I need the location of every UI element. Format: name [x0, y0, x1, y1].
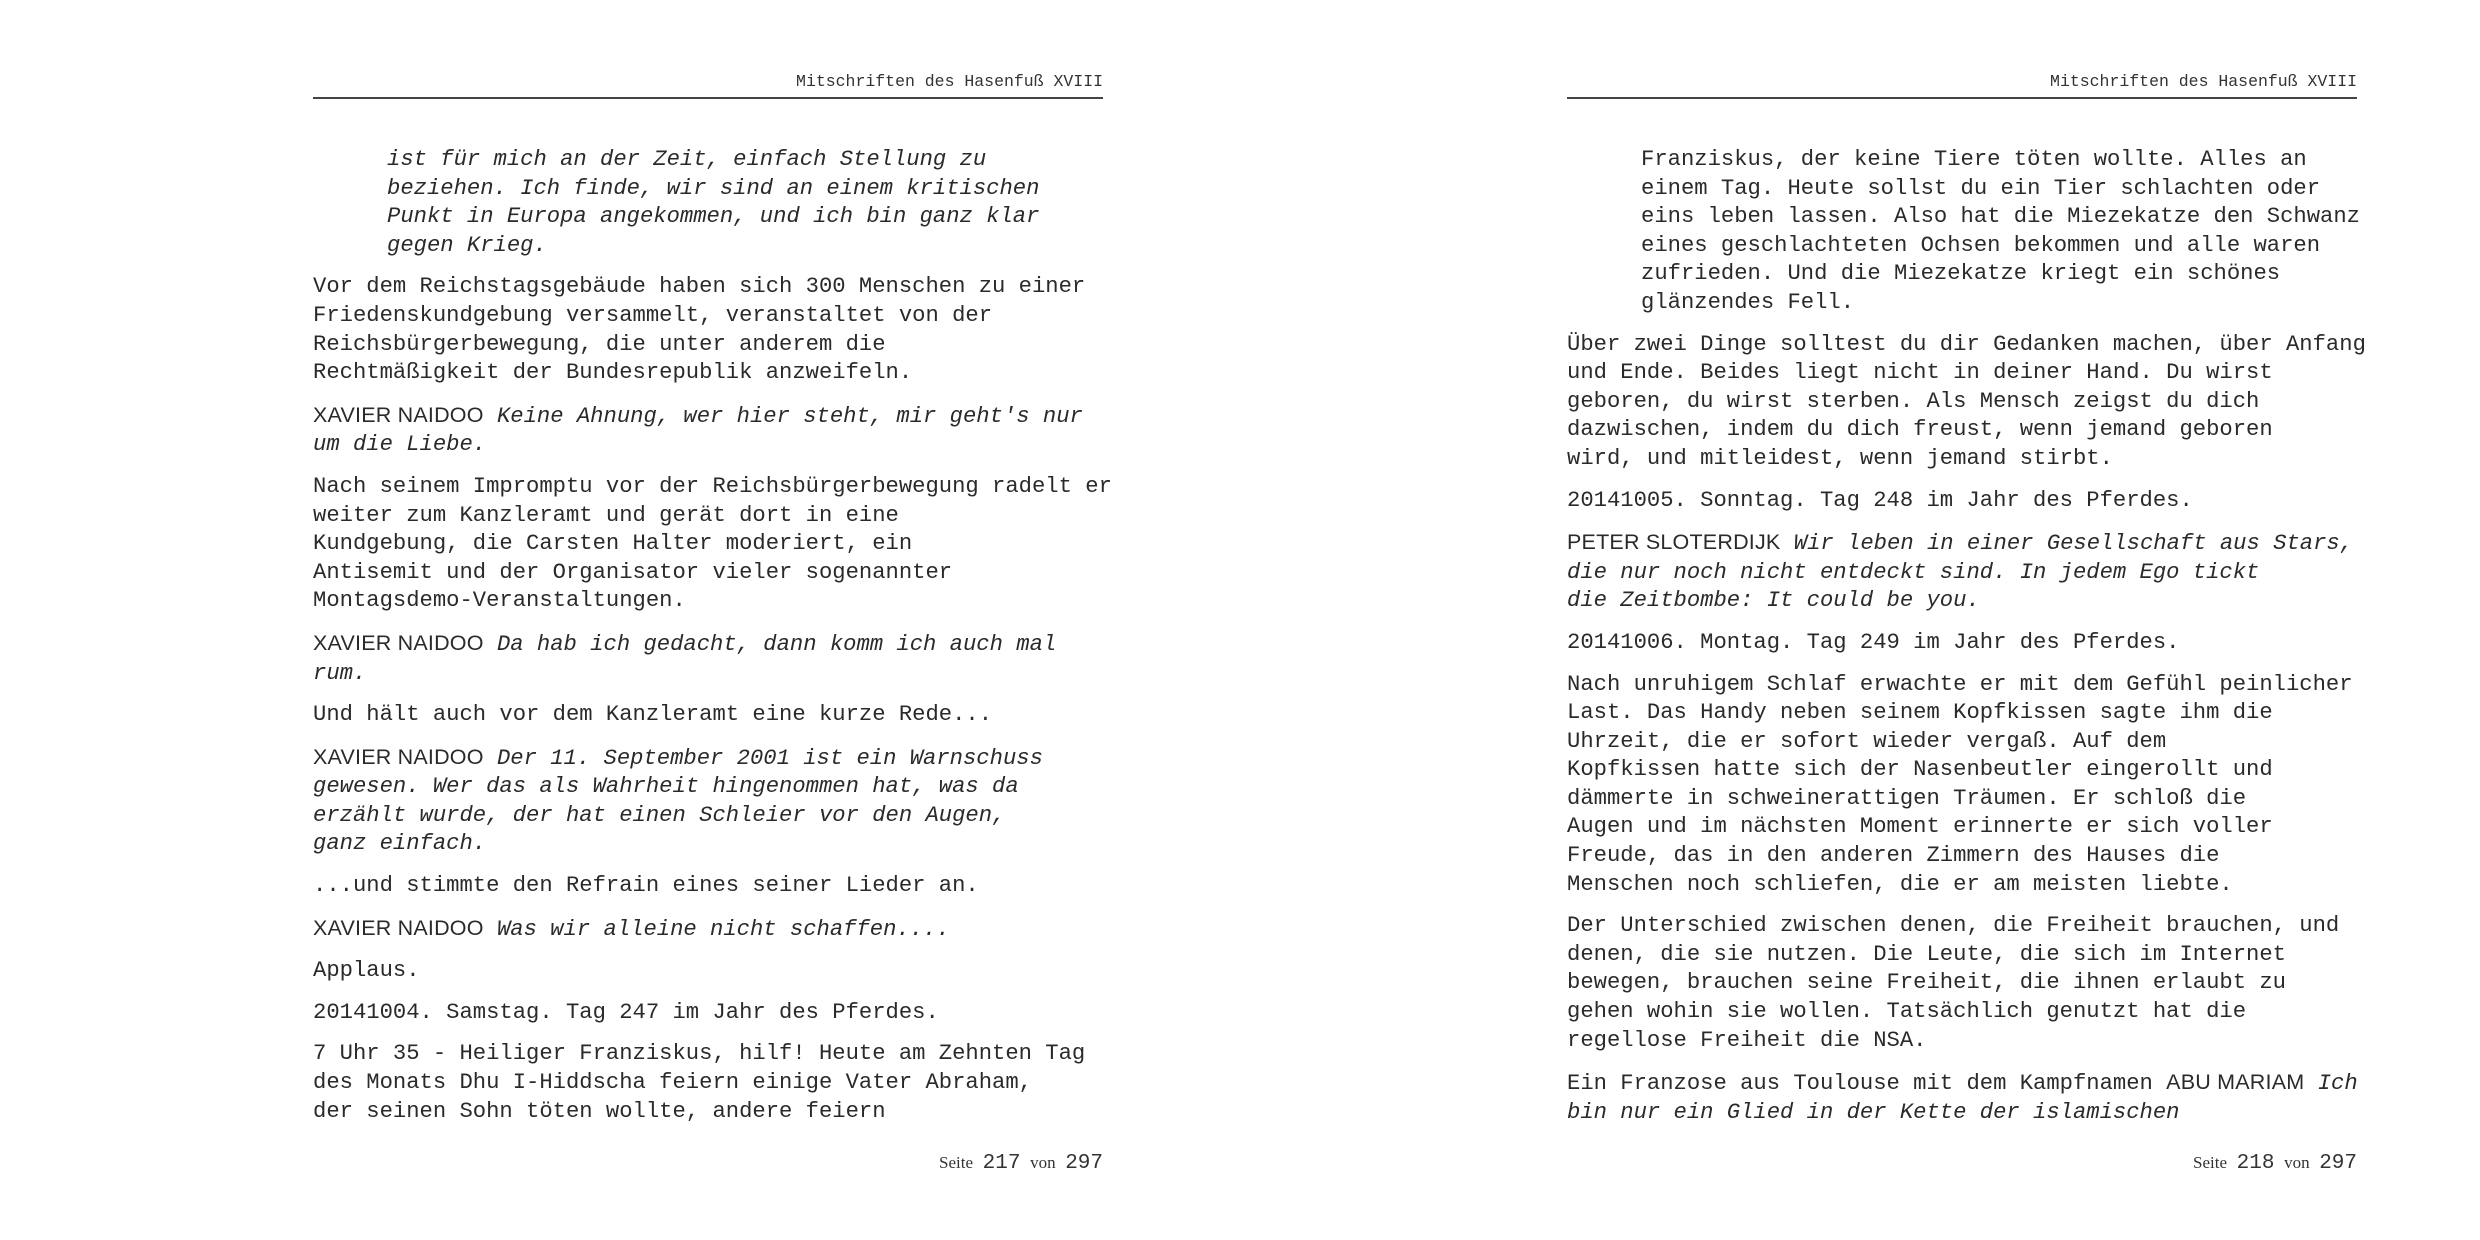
left-page	[313, 0, 1112, 1240]
paragraph-continuation: Franziskus, der keine Tiere töten wollte. Alles an einem Tag. Heute sollst du ein Tier schlachten oder eins leben lassen. Also hat die Miezekatze den Schwanz eines geschlachteten Ochsen bekommen und alle waren zufrieden. Und die Miezekatze kriegt ein schönes glänzendes Fell.	[1641, 147, 2360, 315]
running-header: Mitschriften des Hasenfuß XVIII	[796, 72, 1103, 91]
paragraph: 7 Uhr 35 - Heiliger Franziskus, hilf! Heute am Zehnten Tag des Monats Dhu I-Hiddscha feiern einige Vater Abraham, der seinen Sohn töten wollte, andere feiern	[313, 1041, 1086, 1124]
page-total: 297	[2319, 1152, 2357, 1175]
paragraph: Nach seinem Impromptu vor der Reichsbürgerbewegung radelt er weiter zum Kanzleramt und gerät dort in eine Kundgebung, die Carsten Halter moderiert, ein Antisemit und der Organisator vieler sogenannter Montagsdemo-Veranstaltungen.	[313, 473, 1112, 614]
paragraph: Nach unruhigem Schlaf erwachte er mit dem Gefühl peinlicher Last. Das Handy neben seinem Kopfkissen sagte ihm die Uhrzeit, die er sofort wieder vergaß. Auf dem Kopfkissen hatte sich der Nasenbeutler eingerollt und dämmerte in schweinerattigen Träumen. Er schloß die Augen und im nächsten Moment erinnerte er sich voller Freude, das in den anderen Zimmern des Hauses die Menschen noch schliefen, die er am meisten liebte.	[1567, 671, 2353, 897]
paragraph: Applaus.	[313, 958, 420, 984]
right-page	[1567, 0, 2366, 1240]
paragraph: Über zwei Dinge solltest du dir Gedanken machen, über Anfang und Ende. Beides liegt nicht in deiner Hand. Du wirst geboren, du wirst sterben. Als Mensch zeigst du dich dazwischen, indem du dich freust, wenn jemand geboren wird, und mitleidest, wenn jemand stirbt.	[1567, 331, 2366, 471]
quote: PETER SLOTERDIJK Wir leben in einer Gesellschaft aus Stars, die nur noch nicht entdeckt sind. In jedem Ego tickt die Zeitbombe: It could be you.	[1567, 530, 2354, 614]
date-entry: 20141006. Montag. Tag 249 im Jahr des Pferdes.	[1567, 629, 2180, 655]
running-header: Mitschriften des Hasenfuß XVIII	[2050, 72, 2357, 91]
page-number: 218	[2236, 1152, 2275, 1175]
quote: XAVIER NAIDOO Was wir alleine nicht schaffen....	[313, 915, 950, 942]
speaker-name: PETER SLOTERDIJK	[1567, 530, 1781, 555]
date-entry: 20141004. Samstag. Tag 247 im Jahr des Pferdes.	[313, 999, 939, 1025]
header-rule	[313, 97, 1103, 99]
paragraph: Und hält auch vor dem Kanzleramt eine kurze Rede...	[313, 702, 993, 728]
quote: XAVIER NAIDOO Keine Ahnung, wer hier steht, mir geht's nur um die Liebe.	[313, 402, 1083, 458]
paragraph: Vor dem Reichstagsgebäude haben sich 300 Menschen zu einer Friedenskundgebung versammelt, veranstaltet von der Reichsbürgerbewegung, die unter anderem die Rechtmäßigkeit der Bundesrepublik anzweifeln.	[313, 274, 1086, 386]
page-footer: Seite 218 von 297	[2193, 1152, 2357, 1175]
paragraph: Der Unterschied zwischen denen, die Freiheit brauchen, und denen, die sie nutzen. Die Leute, die sich im Internet bewegen, brauchen seine Freiheit, die ihnen erlaubt zu gehen wohin sie wollen. Tatsächlich genutzt hat die regellose Freiheit die NSA.	[1567, 913, 2340, 1053]
quote: XAVIER NAIDOO Da hab ich gedacht, dann komm ich auch mal rum.	[313, 630, 1057, 686]
date-entry: 20141005. Sonntag. Tag 248 im Jahr des Pferdes.	[1567, 487, 2193, 513]
speaker-name: ABU MARIAM	[2166, 1070, 2305, 1095]
speaker-name: XAVIER NAIDOO	[313, 402, 484, 427]
page-footer: Seite 217 von 297	[939, 1152, 1103, 1175]
page-body	[1567, 146, 2366, 1140]
page-number: 217	[982, 1152, 1021, 1175]
quote: XAVIER NAIDOO Der 11. September 2001 ist ein Warnschuss gewesen. Wer das als Wahrheit hingenommen hat, was da erzählt wurde, der hat einen Schleier vor den Augen, ganz einfach.	[313, 744, 1043, 857]
speaker-name: XAVIER NAIDOO	[313, 915, 484, 940]
header-rule	[1567, 97, 2357, 99]
paragraph: ...und stimmte den Refrain eines seiner Lieder an.	[313, 873, 979, 899]
quote-continuation: ist für mich an der Zeit, einfach Stellung zu beziehen. Ich finde, wir sind an einem kritischen Punkt in Europa angekommen, und ich bin ganz klar gegen Krieg.	[387, 147, 1040, 258]
speaker-name: XAVIER NAIDOO	[313, 744, 484, 769]
paragraph: Ein Franzose aus Toulouse mit dem Kampfnamen ABU MARIAM Ich bin nur ein Glied in der Kette der islamischen	[1567, 1070, 2358, 1125]
page-body	[313, 146, 1112, 1139]
speaker-name: XAVIER NAIDOO	[313, 630, 484, 655]
page-total: 297	[1065, 1152, 1103, 1175]
